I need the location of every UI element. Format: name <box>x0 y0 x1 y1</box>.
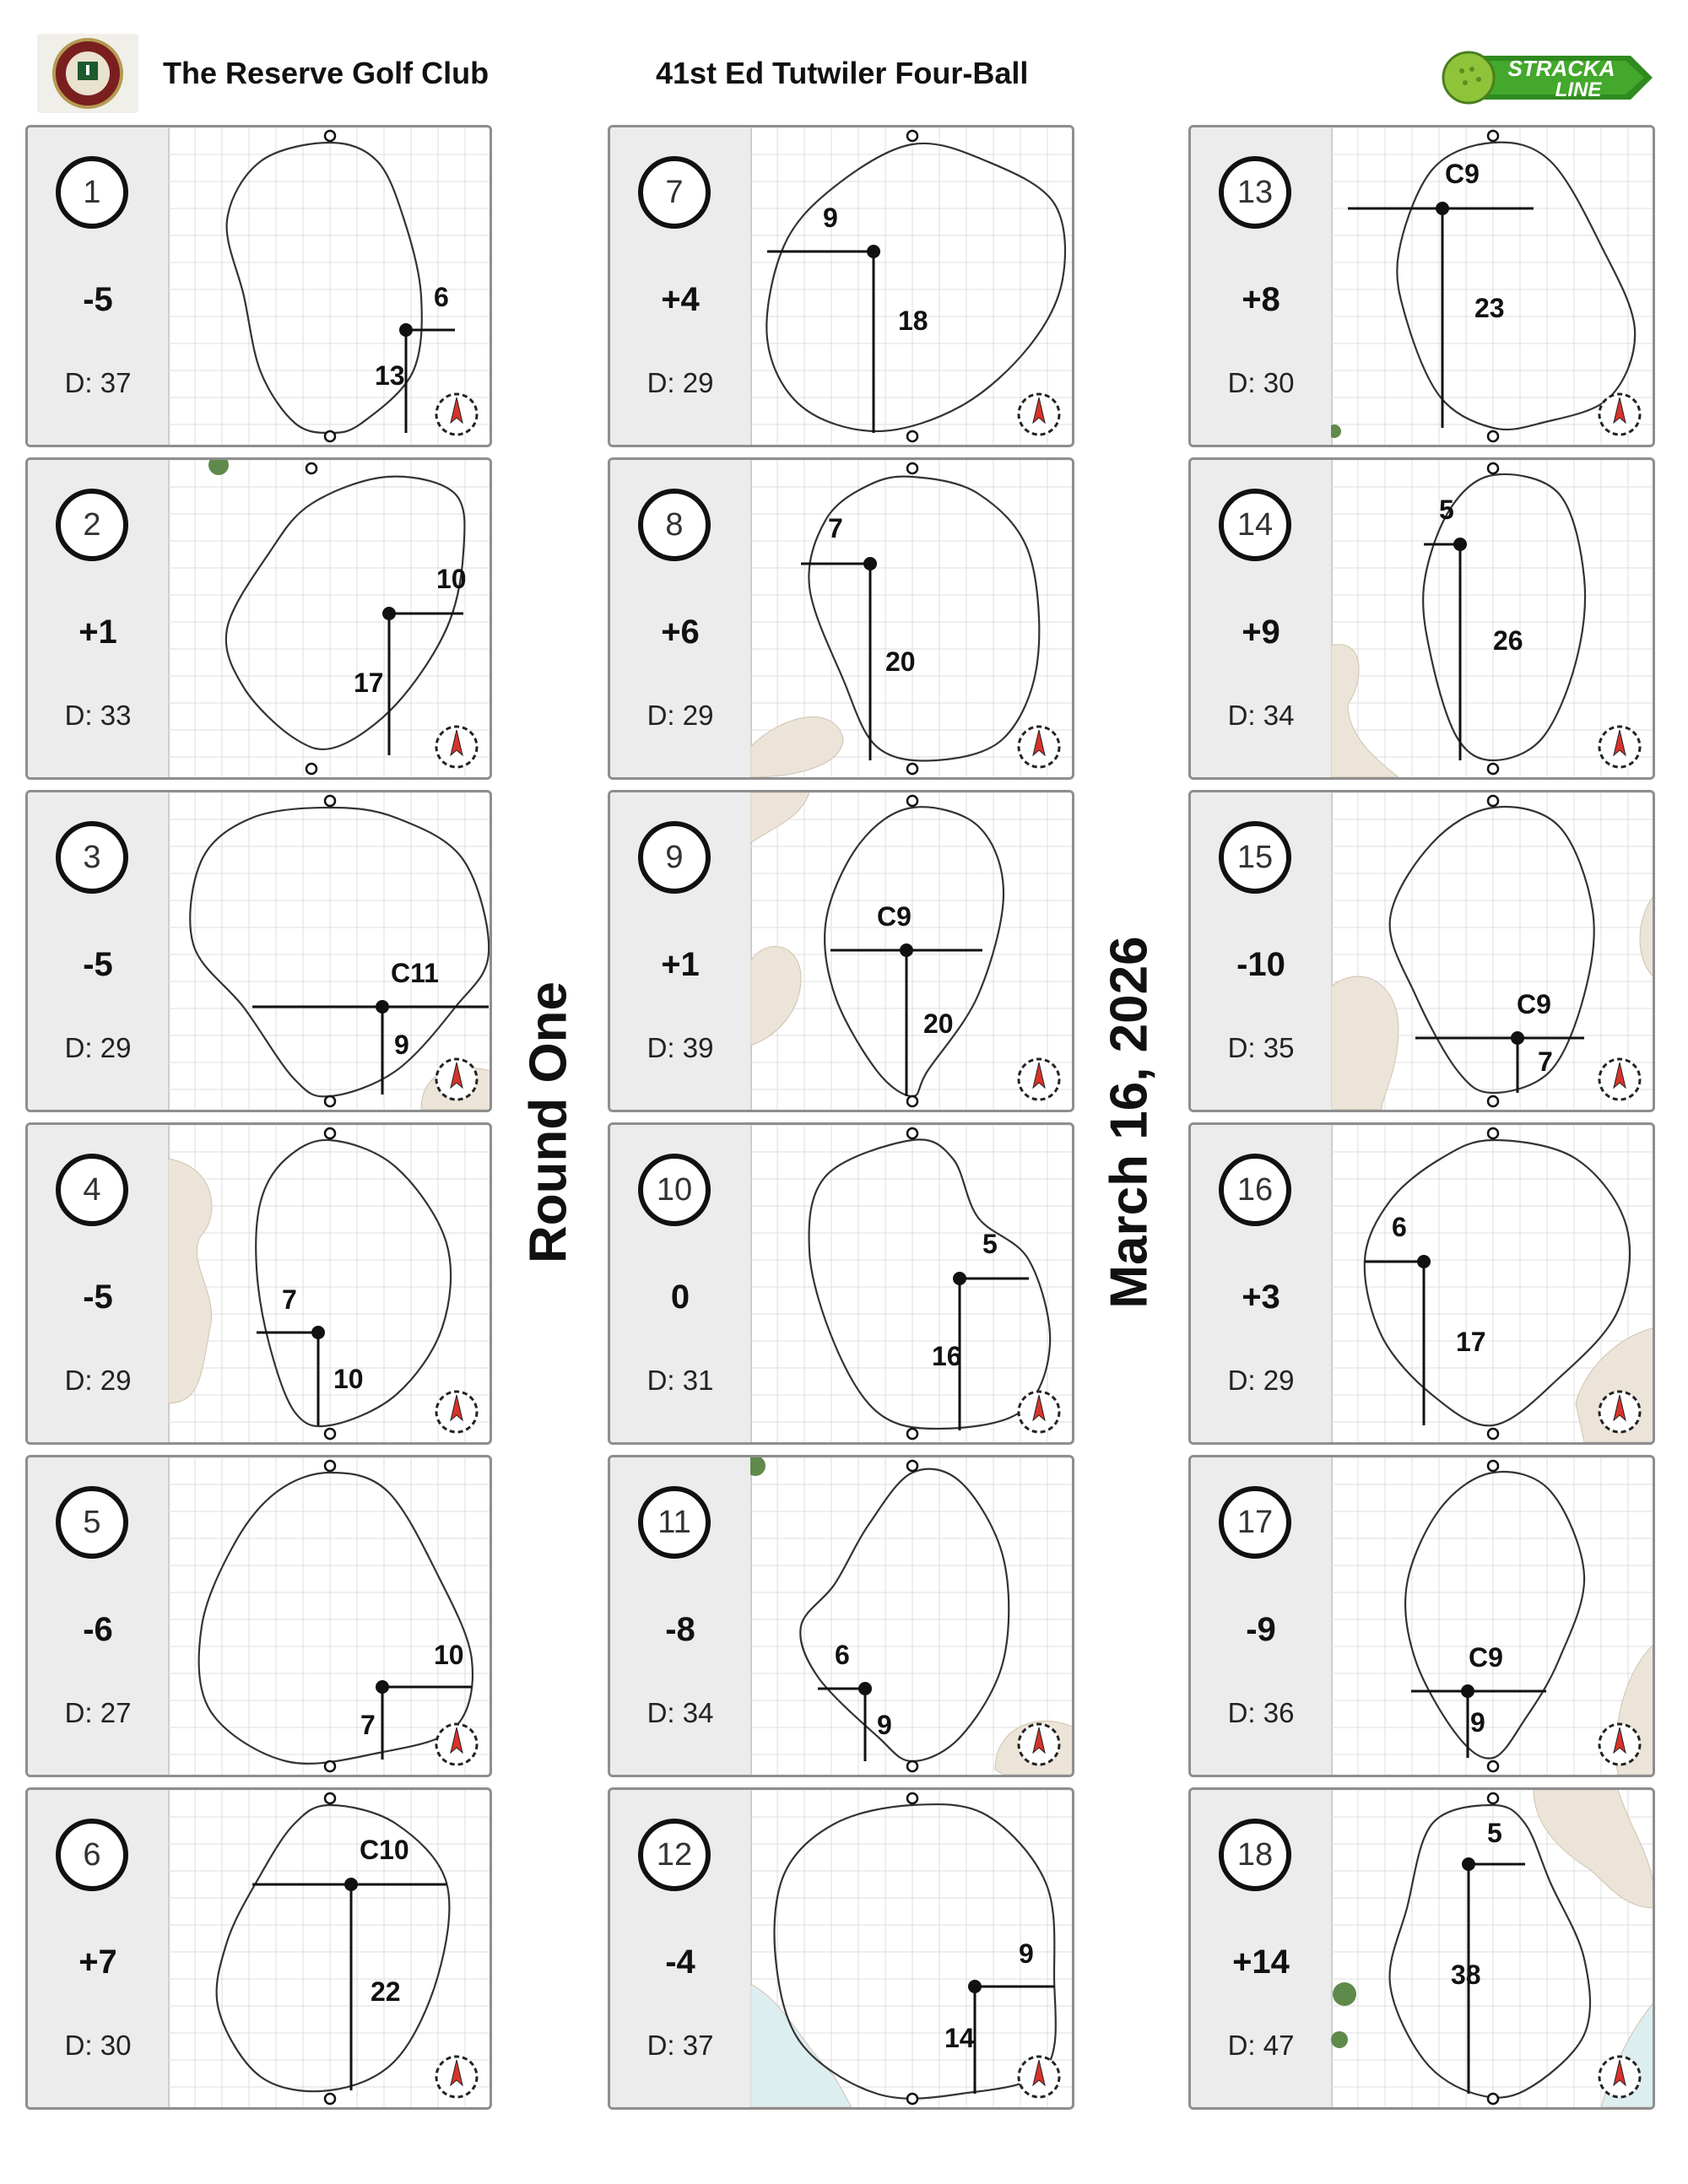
grid-lines <box>168 460 492 777</box>
front-distance-label: 20 <box>885 646 916 677</box>
hole-info-panel <box>610 792 752 1110</box>
logo-text-bottom: LINE <box>1555 78 1602 101</box>
pin-position-score: -4 <box>665 1943 695 1981</box>
green-depth: D: 33 <box>64 700 132 731</box>
green-depth: D: 30 <box>1227 367 1295 398</box>
front-marker <box>1488 764 1498 774</box>
front-marker <box>1488 1429 1498 1439</box>
green-outline <box>199 1473 473 1764</box>
green-depth: D: 29 <box>647 367 714 398</box>
green-depth: D: 39 <box>647 1032 714 1063</box>
front-marker <box>306 764 316 774</box>
hole-card <box>608 1455 1074 1777</box>
green-depth: D: 35 <box>1227 1032 1295 1063</box>
back-marker <box>907 463 917 473</box>
pin-marker <box>376 1680 389 1694</box>
hole-number: 6 <box>56 1819 128 1891</box>
hole-number: 5 <box>56 1486 128 1559</box>
hole-number: 3 <box>56 821 128 894</box>
pin-position-score: -5 <box>83 281 113 318</box>
bunker <box>1640 894 1655 978</box>
back-marker <box>907 1461 917 1471</box>
green-diagram <box>1331 792 1655 1110</box>
hole-card <box>25 125 492 447</box>
date-label: March 16, 2026 <box>1100 936 1159 1309</box>
pin-position-score: +9 <box>1242 614 1280 651</box>
front-distance-label: 20 <box>923 1008 954 1039</box>
compass-icon <box>1599 727 1640 767</box>
event-name: 41st Ed Tutwiler Four-Ball <box>656 56 1029 90</box>
green-diagram <box>1331 1125 1655 1442</box>
pin-position-score: -5 <box>83 946 113 983</box>
pin-position-score: +4 <box>661 281 700 318</box>
hole-number: 12 <box>638 1819 711 1891</box>
hole-info-panel <box>1191 792 1333 1110</box>
green-outline <box>774 1804 1055 2099</box>
grid-lines <box>1331 1457 1655 1775</box>
hole-card <box>25 1455 492 1777</box>
logo-text-top: STRACKA <box>1507 56 1615 81</box>
pin-marker <box>1461 1684 1474 1698</box>
hole-card <box>608 1787 1074 2110</box>
green-depth: D: 29 <box>64 1032 132 1063</box>
hole-card <box>25 790 492 1112</box>
hole-card <box>608 125 1074 447</box>
green-outline <box>1397 143 1635 430</box>
green-outline <box>809 1139 1050 1429</box>
back-marker <box>325 131 335 141</box>
hole-info-panel <box>1191 1457 1333 1775</box>
hole-number: 15 <box>1219 821 1291 894</box>
bunker <box>750 947 801 1046</box>
front-marker <box>1488 431 1498 441</box>
side-distance-label: 10 <box>436 564 467 594</box>
green-diagram <box>168 1790 492 2107</box>
tree-icon <box>1331 424 1341 438</box>
green-diagram <box>1331 460 1655 777</box>
front-marker <box>325 2094 335 2104</box>
hole-number: 18 <box>1219 1819 1291 1891</box>
back-marker <box>907 1793 917 1803</box>
side-distance-label: 9 <box>823 203 838 233</box>
front-distance-label: 16 <box>932 1341 962 1371</box>
back-marker <box>325 1461 335 1471</box>
hole-card <box>25 457 492 780</box>
hole-number: 2 <box>56 489 128 561</box>
green-depth: D: 29 <box>647 700 714 731</box>
green-depth: D: 29 <box>64 1365 132 1396</box>
hole-info-panel <box>610 1457 752 1775</box>
green-depth: D: 34 <box>647 1697 714 1728</box>
hole-info-panel <box>1191 460 1333 777</box>
hole-number: 10 <box>638 1154 711 1226</box>
pin-position-score: -6 <box>83 1611 113 1648</box>
hole-card <box>608 1122 1074 1445</box>
pin-marker <box>1462 1857 1475 1871</box>
front-marker <box>907 1429 917 1439</box>
front-distance-label: 13 <box>375 360 405 391</box>
pin-marker <box>344 1878 358 1891</box>
back-marker <box>1488 1128 1498 1138</box>
pin-marker <box>1436 202 1449 215</box>
back-marker <box>1488 1793 1498 1803</box>
green-diagram <box>168 1457 492 1775</box>
side-distance-label: 5 <box>1439 495 1454 525</box>
hole-number: 4 <box>56 1154 128 1226</box>
bunker <box>168 1159 212 1403</box>
pin-position-score: +14 <box>1232 1943 1290 1981</box>
back-marker <box>325 1793 335 1803</box>
hole-info-panel <box>1191 1125 1333 1442</box>
front-distance-label: 17 <box>1456 1327 1486 1357</box>
front-marker <box>1488 1096 1498 1106</box>
compass-icon <box>436 394 477 435</box>
hole-info-panel <box>610 1125 752 1442</box>
pin-position-score: +8 <box>1242 281 1280 318</box>
back-marker <box>907 1128 917 1138</box>
compass-icon <box>1019 394 1059 435</box>
club-name: The Reserve Golf Club <box>163 56 490 90</box>
green-diagram <box>1331 1790 1655 2107</box>
pin-marker <box>1511 1031 1524 1045</box>
green-outline <box>1390 807 1594 1093</box>
green-depth: D: 37 <box>647 2030 714 2061</box>
front-distance-label: 18 <box>898 305 928 336</box>
pin-position-score: -8 <box>665 1611 695 1648</box>
club-logo <box>37 34 138 113</box>
front-marker <box>325 1429 335 1439</box>
side-distance-label: 5 <box>982 1229 998 1259</box>
compass-icon <box>1019 1392 1059 1432</box>
green-diagram <box>168 460 492 777</box>
pin-position-score: -9 <box>1246 1611 1276 1648</box>
tree-icon <box>1331 2031 1348 2048</box>
front-distance-label: 10 <box>333 1364 364 1394</box>
front-distance-label: 22 <box>371 1976 401 2007</box>
hole-info-panel <box>1191 1790 1333 2107</box>
green-outline <box>1405 1472 1584 1759</box>
hole-card <box>608 457 1074 780</box>
pin-position-score: +1 <box>78 614 117 651</box>
pin-position-score: +7 <box>78 1943 117 1981</box>
compass-icon <box>1599 394 1640 435</box>
back-marker <box>907 796 917 806</box>
bunker <box>750 792 809 843</box>
hole-card <box>1188 457 1655 780</box>
page-header <box>0 0 1688 127</box>
front-marker <box>1488 1761 1498 1771</box>
pin-marker <box>1417 1255 1431 1268</box>
hole-number: 17 <box>1219 1486 1291 1559</box>
compass-icon <box>1599 1059 1640 1100</box>
pin-marker <box>376 1000 389 1014</box>
pin-position-score: -5 <box>83 1279 113 1316</box>
side-distance-label: C9 <box>877 901 912 932</box>
front-distance-label: 9 <box>394 1030 409 1060</box>
pin-position-score: -10 <box>1236 946 1285 983</box>
back-marker <box>1488 1461 1498 1471</box>
grid-lines <box>168 1790 492 2107</box>
front-distance-label: 7 <box>1538 1046 1553 1077</box>
stracka-line-logo <box>1435 44 1654 111</box>
tree-icon <box>208 460 229 475</box>
green-diagram <box>1331 1457 1655 1775</box>
side-distance-label: 6 <box>434 282 449 312</box>
front-marker <box>325 1096 335 1106</box>
front-distance-label: 17 <box>354 668 384 698</box>
green-depth: D: 30 <box>64 2030 132 2061</box>
back-marker <box>907 131 917 141</box>
compass-icon <box>436 1392 477 1432</box>
green-outline <box>190 808 489 1096</box>
hole-info-panel <box>610 1790 752 2107</box>
hole-info-panel <box>28 792 170 1110</box>
green-diagram <box>750 1457 1074 1775</box>
back-marker <box>1488 131 1498 141</box>
back-marker <box>325 1128 335 1138</box>
front-marker <box>1488 2094 1498 2104</box>
back-marker <box>1488 463 1498 473</box>
front-marker <box>325 1761 335 1771</box>
front-distance-label: 38 <box>1451 1960 1481 1990</box>
front-marker <box>325 431 335 441</box>
compass-icon <box>1019 1724 1059 1765</box>
green-outline <box>825 807 1004 1096</box>
side-distance-label: C9 <box>1469 1642 1503 1673</box>
pin-position-score: +3 <box>1242 1279 1280 1316</box>
compass-icon <box>1019 1059 1059 1100</box>
front-marker <box>907 431 917 441</box>
green-diagram <box>750 460 1074 777</box>
front-marker <box>907 764 917 774</box>
pin-marker <box>858 1682 872 1695</box>
pin-marker <box>382 607 396 620</box>
pin-marker <box>1453 538 1467 551</box>
side-distance-label: C9 <box>1445 159 1480 189</box>
compass-icon <box>1599 1392 1640 1432</box>
green-diagram <box>750 127 1074 445</box>
side-distance-label: C10 <box>360 1835 409 1865</box>
compass-icon <box>1019 2057 1059 2097</box>
side-distance-label: 7 <box>282 1284 297 1315</box>
compass-icon <box>436 1724 477 1765</box>
bunker <box>750 717 843 777</box>
hole-number: 7 <box>638 156 711 229</box>
front-marker <box>907 1761 917 1771</box>
front-distance-label: 26 <box>1493 625 1523 656</box>
green-diagram <box>1331 127 1655 445</box>
side-distance-label: C11 <box>391 958 439 988</box>
grid-lines <box>168 1457 492 1775</box>
hole-number: 8 <box>638 489 711 561</box>
round-label: Round One <box>519 981 578 1264</box>
hole-info-panel <box>610 460 752 777</box>
hole-number: 11 <box>638 1486 711 1559</box>
green-diagram <box>750 1125 1074 1442</box>
grid-lines <box>750 127 1074 445</box>
bunker <box>1534 1790 1655 1908</box>
hole-number: 1 <box>56 156 128 229</box>
hole-card <box>1188 1455 1655 1777</box>
side-distance-label: 5 <box>1487 1818 1502 1848</box>
compass-icon <box>436 727 477 767</box>
pin-marker <box>900 943 913 957</box>
grid-lines <box>1331 127 1655 445</box>
green-depth: D: 27 <box>64 1697 132 1728</box>
hole-card <box>1188 790 1655 1112</box>
pin-marker <box>311 1326 325 1339</box>
back-marker <box>325 796 335 806</box>
green-depth: D: 47 <box>1227 2030 1295 2061</box>
front-distance-label: 9 <box>877 1710 892 1740</box>
hole-card <box>1188 125 1655 447</box>
front-marker <box>907 2094 917 2104</box>
compass-icon <box>1599 1724 1640 1765</box>
hole-info-panel <box>28 1457 170 1775</box>
hole-card <box>25 1787 492 2110</box>
hole-info-panel <box>610 127 752 445</box>
green-diagram <box>750 792 1074 1110</box>
hole-number: 14 <box>1219 489 1291 561</box>
green-outline <box>1390 1805 1590 2098</box>
hole-card <box>608 790 1074 1112</box>
front-distance-label: 9 <box>1470 1707 1485 1738</box>
grid-lines <box>1331 460 1655 777</box>
green-depth: D: 29 <box>1227 1365 1295 1396</box>
green-diagram <box>168 792 492 1110</box>
hole-info-panel <box>28 460 170 777</box>
hole-card <box>1188 1787 1655 2110</box>
side-distance-label: 6 <box>1392 1212 1407 1242</box>
front-marker <box>907 1096 917 1106</box>
green-outline <box>217 1805 450 2091</box>
tree-icon <box>750 1457 766 1476</box>
side-distance-label: 6 <box>835 1640 850 1670</box>
hole-number: 13 <box>1219 156 1291 229</box>
compass-icon <box>436 2057 477 2097</box>
hole-info-panel <box>28 1790 170 2107</box>
compass-icon <box>1599 2057 1640 2097</box>
club-crest-icon <box>51 36 125 111</box>
tree-icon <box>1333 1982 1356 2006</box>
front-distance-label: 14 <box>944 2023 975 2053</box>
grid-lines <box>168 1125 492 1442</box>
compass-icon <box>1019 727 1059 767</box>
green-depth: D: 36 <box>1227 1697 1295 1728</box>
hole-info-panel <box>1191 127 1333 445</box>
hole-info-panel <box>28 1125 170 1442</box>
pin-marker <box>953 1272 966 1285</box>
side-distance-label: 7 <box>828 513 843 543</box>
green-depth: D: 37 <box>64 367 132 398</box>
side-distance-label: 10 <box>434 1640 464 1670</box>
hole-number: 9 <box>638 821 711 894</box>
hole-info-panel <box>28 127 170 445</box>
pin-marker <box>863 557 877 570</box>
front-distance-label: 23 <box>1474 293 1505 323</box>
pin-marker <box>867 245 880 258</box>
green-depth: D: 31 <box>647 1365 714 1396</box>
back-marker <box>306 463 316 473</box>
pin-position-score: +1 <box>661 946 700 983</box>
hole-card <box>1188 1122 1655 1445</box>
green-diagram <box>168 1125 492 1442</box>
pin-marker <box>968 1980 982 1993</box>
green-outline <box>809 477 1039 761</box>
green-diagram <box>750 1790 1074 2107</box>
side-distance-label: C9 <box>1517 989 1551 1019</box>
water-hazard <box>750 1984 852 2107</box>
pin-marker <box>399 323 413 337</box>
hole-number: 16 <box>1219 1154 1291 1226</box>
hole-card <box>25 1122 492 1445</box>
pin-position-score: 0 <box>670 1279 690 1316</box>
compass-icon <box>436 1059 477 1100</box>
green-depth: D: 34 <box>1227 700 1295 731</box>
grid-lines <box>750 1125 1074 1442</box>
side-distance-label: 9 <box>1019 1938 1034 1969</box>
pin-position-score: +6 <box>661 614 700 651</box>
back-marker <box>1488 796 1498 806</box>
front-distance-label: 7 <box>360 1710 376 1740</box>
green-diagram <box>168 127 492 445</box>
